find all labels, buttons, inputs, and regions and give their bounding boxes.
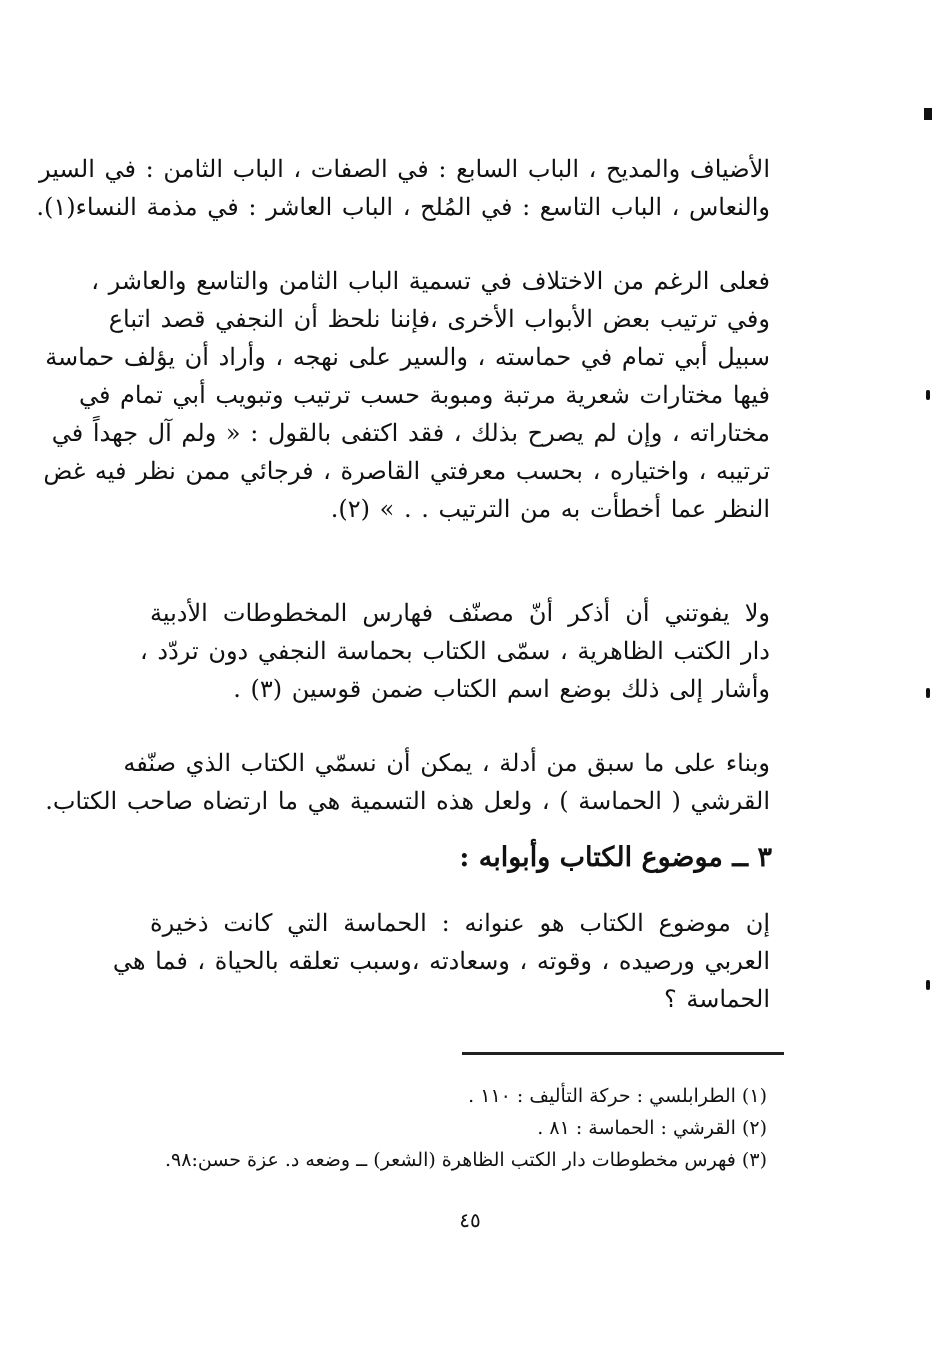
text-line: إن موضوع الكتاب هو عنوانه : الحماسة التي كانت ذخيرة <box>150 909 770 937</box>
text-line: سبيل أبي تمام في حماسته ، والسير على نهجه ، وأراد أن يؤلف حماسة <box>45 343 770 371</box>
paragraph-1 <box>36 150 770 226</box>
text-line: الحماسة ؟ <box>663 985 770 1013</box>
text-line: النظر عما أخطأت به من الترتيب . . » (٢). <box>330 495 770 523</box>
section-heading: ٣ ــ موضوع الكتاب وأبوابه : <box>459 842 772 873</box>
paragraph-5 <box>112 904 770 1018</box>
footnote-2: (٢) القرشي : الحماسة : ٨١ . <box>537 1117 767 1139</box>
text-line: الأضياف والمديح ، الباب السابع : في الصفات ، الباب الثامن : في السير <box>39 155 770 183</box>
text-line: والنعاس ، الباب التاسع : في المُلح ، الباب العاشر : في مذمة النساء(١). <box>36 193 770 221</box>
text-line: ترتيبه ، واختياره ، بحسب معرفتي القاصرة ، فرجائي ممن نظر فيه غض <box>43 457 770 485</box>
page-number: ٤٥ <box>459 1208 481 1232</box>
paragraph-3 <box>140 594 770 708</box>
footnote-separator <box>462 1052 784 1055</box>
text-line: فيها مختارات شعرية مرتبة ومبوبة حسب ترتيب وتبويب أبي تمام في <box>78 381 770 409</box>
paragraph-4 <box>45 744 770 820</box>
margin-mark-top <box>924 108 932 120</box>
text-line: وفي ترتيب بعض الأبواب الأخرى ،فإننا نلحظ أن النجفي قصد اتباع <box>108 305 770 333</box>
text-line: ولا يفوتني أن أذكر أنّ مصنّف فهارس المخطوطات الأدبية <box>150 599 770 627</box>
footnote-3: (٣) فهرس مخطوطات دار الكتب الظاهرة (الشعر) ــ وضعه د. عزة حسن:٩٨. <box>164 1149 767 1171</box>
margin-mark-upper <box>926 390 930 400</box>
text-line: العربي ورصيده ، وقوته ، وسعادته ،وسبب تعلقه بالحياة ، فما هي <box>112 947 770 975</box>
text-line: مختاراته ، وإن لم يصرح بذلك ، فقد اكتفى بالقول : « ولم آل جهداً في <box>51 419 770 447</box>
footnote-1: (١) الطرابلسي : حركة التأليف : ١١٠ . <box>468 1085 767 1107</box>
text-line: القرشي ( الحماسة ) ، ولعل هذه التسمية هي ما ارتضاه صاحب الكتاب. <box>45 787 770 815</box>
footnotes <box>165 1080 767 1176</box>
paragraph-2 <box>43 262 770 528</box>
margin-mark-middle <box>926 688 930 698</box>
margin-mark-lower <box>926 980 930 990</box>
text-line: وأشار إلى ذلك بوضع اسم الكتاب ضمن قوسين (٣) . <box>233 675 770 703</box>
text-line: دار الكتب الظاهرية ، سمّى الكتاب بحماسة النجفي دون تردّد ، <box>140 637 770 665</box>
text-line: فعلى الرغم من الاختلاف في تسمية الباب الثامن والتاسع والعاشر ، <box>91 267 770 295</box>
text-line: وبناء على ما سبق من أدلة ، يمكن أن نسمّي الكتاب الذي صنّفه <box>123 749 770 777</box>
